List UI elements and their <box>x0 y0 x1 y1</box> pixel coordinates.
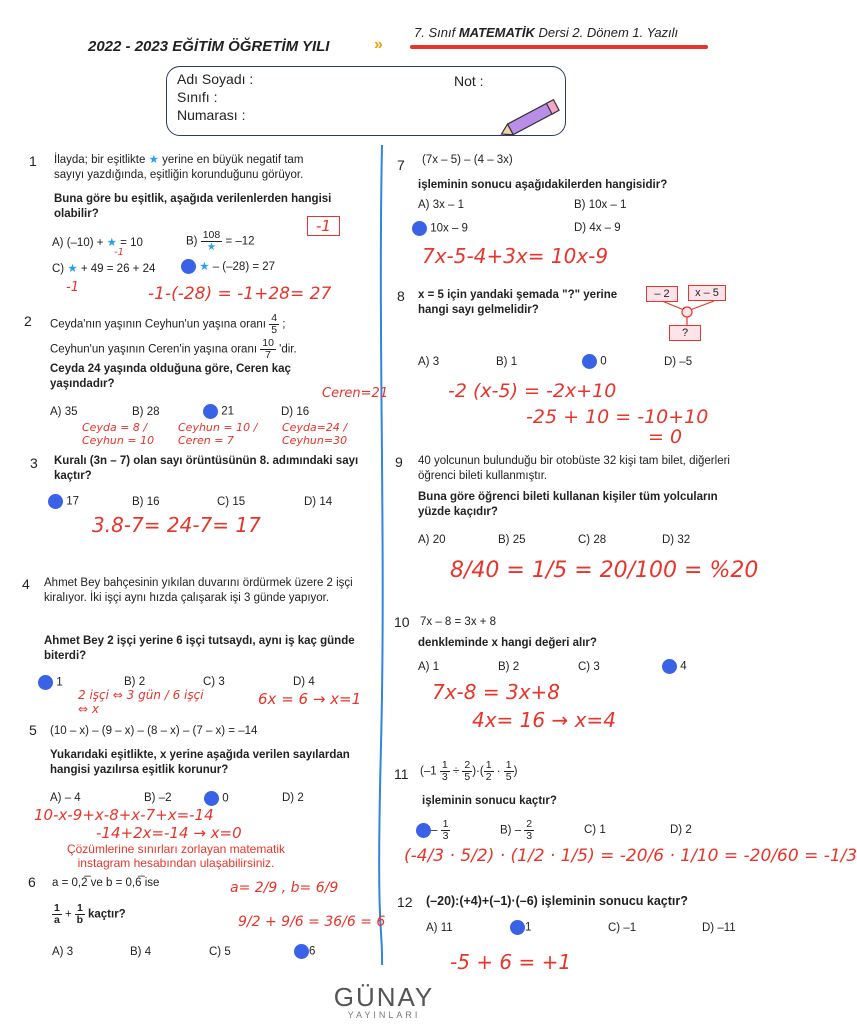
q2-option-a[interactable]: A) 35 <box>50 406 78 418</box>
q1-question: Buna göre bu eşitlik, aşağıda verilenlerden hangisi olabilir? <box>54 193 332 220</box>
q7-equation: (7x – 5) – (4 – 3x) <box>422 154 513 166</box>
question-number: 10 <box>394 614 410 630</box>
column-divider <box>375 145 389 965</box>
q2-option-d[interactable]: D) 16 <box>281 406 310 418</box>
q8-option-c[interactable]: 0 <box>582 354 607 369</box>
answer-mark <box>181 259 196 274</box>
q7-option-c[interactable]: 10x – 9 <box>412 221 468 236</box>
q1-option-d[interactable]: ★ – (–28) = 27 <box>181 259 275 274</box>
handwritten-work: Ceyda = 8 / Ceyhun = 10 <box>82 421 155 447</box>
answer-mark <box>48 494 63 509</box>
handwritten-work: -14+2x=-14 → x=0 <box>96 824 242 842</box>
q11-option-d[interactable]: D) 2 <box>670 824 692 836</box>
handwritten-work: Ceyda=24 / Ceyhun=30 <box>282 421 348 447</box>
question-number: 6 <box>28 874 36 890</box>
handwritten-note: -1 <box>66 280 79 295</box>
handwritten-work: 10-x-9+x-8+x-7+x=-14 <box>34 806 214 824</box>
q7-option-a[interactable]: A) 3x – 1 <box>418 199 465 211</box>
q5-option-d[interactable]: D) 2 <box>282 792 304 804</box>
handwritten-work: -25 + 10 = -10+10 <box>526 406 709 428</box>
q6-option-b[interactable]: B) 4 <box>130 946 152 958</box>
answer-mark <box>38 675 53 690</box>
q6-text: a = 0,2̅ ve b = 0,6̅ ise <box>52 877 160 889</box>
handwritten-work: -5 + 6 = +1 <box>450 950 572 974</box>
q5-option-a[interactable]: A) – 4 <box>50 792 81 804</box>
handwritten-work: 3.8-7= 24-7= 17 <box>92 513 261 537</box>
q3-question: Kuralı (3n – 7) olan sayı örüntüsünün 8. adımındaki sayı kaçtır? <box>54 455 359 482</box>
q2-option-c[interactable]: 21 <box>203 404 234 419</box>
question-number: 1 <box>29 153 37 169</box>
q10-option-b[interactable]: B) 2 <box>498 661 520 673</box>
q10-option-c[interactable]: C) 3 <box>578 661 600 673</box>
question-number: 2 <box>24 313 32 329</box>
handwritten-work: (-4/3 · 5/2) · (1/2 · 1/5) = -20/6 · 1/10 = -20/60 = -1/3 <box>404 846 857 866</box>
q9-text: 40 yolcunun bulunduğu bir otobüste 32 kişi tam bilet, diğerleri öğrenci bileti kullanmıştır. <box>418 455 730 482</box>
scheme-lines <box>656 298 720 326</box>
question-number: 5 <box>29 722 37 738</box>
q10-equation: 7x – 8 = 3x + 8 <box>420 616 497 628</box>
q7-option-b[interactable]: B) 10x – 1 <box>574 199 627 211</box>
question-number: 7 <box>397 157 405 173</box>
handwritten-work: 6x = 6 → x=1 <box>258 690 362 708</box>
question-number: 9 <box>395 454 403 470</box>
q10-option-d[interactable]: 4 <box>662 659 687 674</box>
handwritten-work: 4x= 16 → x=4 <box>472 708 616 732</box>
question-number: 11 <box>394 766 409 782</box>
handwritten-work: Ceyhun = 10 / Ceren = 7 <box>178 421 258 447</box>
scheme-box-result: ? <box>669 325 701 341</box>
q1-option-a[interactable]: A) (–10) + ★ = 10 <box>52 237 143 249</box>
handwritten-work: a= 2/9 , b= 6/9 <box>230 880 339 896</box>
q1-option-b[interactable]: B) $\frac{108}{★}$ = –12 <box>186 229 255 253</box>
q4-question: Ahmet Bey 2 işçi yerine 6 işçi tutsaydı, aynı iş kaç günde biterdi? <box>44 635 355 662</box>
answer-mark <box>662 659 677 674</box>
q11-option-b[interactable]: B) – $\frac{2}{3}$ <box>500 818 533 842</box>
pencil-icon <box>496 100 568 138</box>
handwritten-work: -2 (x-5) = -2x+10 <box>448 380 617 402</box>
handwritten-work: 2 işçi ⇔ 3 gün / 6 işçi ⇔ x <box>78 688 204 716</box>
publisher-logo: GÜNAY <box>333 982 435 1012</box>
q3-option-b[interactable]: B) 16 <box>132 496 160 508</box>
answer-mark <box>294 944 309 959</box>
handwritten-work: 7x-8 = 3x+8 <box>432 680 561 704</box>
q9-question: Buna göre öğrenci bileti kullanan kişiler tüm yolcuların yüzde kaçıdır? <box>418 491 718 518</box>
q9-option-a[interactable]: A) 20 <box>418 534 446 546</box>
question-number: 8 <box>397 288 405 304</box>
q4-option-c[interactable]: C) 3 <box>203 676 225 688</box>
q5-option-b[interactable]: B) –2 <box>144 792 172 804</box>
question-number: 12 <box>397 894 413 910</box>
answer-mark <box>510 920 525 935</box>
q2-question: Ceyda 24 yaşında olduğuna göre, Ceren kaç yaşındadır? <box>50 363 291 390</box>
q5-question: Yukarıdaki eşitlikte, x yerine aşağıda verilen sayılardan hangisi yazılırsa eşitlik korunur? <box>50 749 350 776</box>
q8-question: x = 5 için yandaki şemada "?" yerine hangi sayı gelmelidir? <box>418 289 618 316</box>
q12-option-a[interactable]: A) 11 <box>426 922 453 934</box>
handwritten-box: -1 <box>307 216 340 236</box>
q2-line1: Ceyda'nın yaşının Ceyhun'un yaşına oranı $\frac{4}{5}$ ; <box>50 312 286 336</box>
q12-option-d[interactable]: D) –11 <box>702 922 736 934</box>
q6-option-d[interactable]: 6 <box>294 944 315 959</box>
q3-option-a[interactable]: 17 <box>48 494 79 509</box>
q11-option-a[interactable]: – $\frac{1}{3}$ <box>416 819 450 842</box>
publisher-subtitle: YAYINLARI <box>347 1010 421 1020</box>
q8-option-d[interactable]: D) –5 <box>664 356 693 368</box>
q12-option-b[interactable]: 1 <box>510 920 531 935</box>
handwritten-note: -1 <box>114 247 124 258</box>
q12-option-c[interactable]: C) –1 <box>608 922 637 934</box>
answer-mark <box>416 823 431 838</box>
question-number: 3 <box>30 455 38 471</box>
q4-option-d[interactable]: D) 4 <box>293 676 315 688</box>
q10-option-a[interactable]: A) 1 <box>418 661 440 673</box>
q9-option-c[interactable]: C) 28 <box>578 534 607 546</box>
handwritten-work: = 0 <box>648 426 683 448</box>
star-icon: ★ <box>148 154 159 166</box>
star-icon: ★ <box>199 261 210 273</box>
star-icon: ★ <box>67 263 78 275</box>
q2-option-b[interactable]: B) 28 <box>132 406 160 418</box>
q5-equation: (10 – x) – (9 – x) – (8 – x) – (7 – x) = –14 <box>50 725 258 737</box>
name-label: Adı Soyadı : <box>177 71 254 87</box>
answer-mark <box>203 404 218 419</box>
handwritten-note: Ceren=21 <box>322 386 389 401</box>
answer-mark <box>412 221 427 236</box>
scheme-multiply: · <box>682 303 686 314</box>
question-number: 4 <box>22 576 30 592</box>
handwritten-work: -1-(-28) = -1+28= 27 <box>148 284 332 304</box>
q8-option-b[interactable]: B) 1 <box>496 356 518 368</box>
q3-option-c[interactable]: C) 15 <box>217 496 246 508</box>
header-underline <box>410 45 708 49</box>
exam-title: 7. Sınıf MATEMATİK Dersi 2. Dönem 1. Yazılı <box>414 25 679 40</box>
answer-mark <box>204 791 219 806</box>
q11-expression: (–1 $\frac{1}{3}$ ÷ $\frac{2}{5}$ )·( $\frac{1}{2}$ · $\frac{1}{5}$ ) <box>420 759 518 783</box>
chevron-right-icon: » <box>374 36 383 53</box>
q12-question: (–20):(+4)+(–1)·(–6) işleminin sonucu kaçtır? <box>426 894 688 908</box>
answer-mark <box>582 354 597 369</box>
q1-option-c[interactable]: C) ★ + 49 = 26 + 24 <box>52 263 156 275</box>
q10-question: denkleminde x hangi değeri alır? <box>418 637 597 649</box>
q6-option-c[interactable]: C) 5 <box>209 946 231 958</box>
handwritten-work: 7x-5-4+3x= 10x-9 <box>422 244 609 268</box>
q7-question: işleminin sonucu aşağıdakilerden hangisidir? <box>418 179 668 191</box>
q1-text: İlayda; bir eşitlikte ★ yerine en büyük negatif tam sayıyı yazdığında, eşitliğin korunduğunu görüyor. <box>54 154 304 181</box>
q9-option-d[interactable]: D) 32 <box>662 534 691 546</box>
q11-question: işleminin sonucu kaçtır? <box>422 795 557 807</box>
q2-line2: Ceyhun'un yaşının Ceren'in yaşına oranı $\frac{10}{7}$ 'dir. <box>50 337 297 361</box>
q9-option-b[interactable]: B) 25 <box>498 534 526 546</box>
q4-text: Ahmet Bey bahçesinin yıkılan duvarını ördürmek üzere 2 işçi kiralıyor. İki işçi aynı hızda çalışarak işi 3 günde yapıyor. <box>44 577 353 604</box>
scheme-box-right: x – 5 <box>688 285 726 301</box>
handwritten-work: 8/40 = 1/5 = 20/100 = %20 <box>450 558 759 583</box>
class-label: Sınıfı : <box>177 89 218 105</box>
instagram-promo: Çözümlerine sınırları zorlayan matematik instagram hesabından ulaşabilirsiniz. <box>66 842 286 870</box>
q6-option-a[interactable]: A) 3 <box>52 946 74 958</box>
q6-expression: $\frac{1}{a}$ + $\frac{1}{b}$ kaçtır? <box>54 902 126 926</box>
q5-option-c[interactable]: 0 <box>204 791 229 806</box>
q7-option-d[interactable]: D) 4x – 9 <box>574 222 621 234</box>
q4-option-b[interactable]: B) 2 <box>124 676 146 688</box>
q11-option-c[interactable]: C) 1 <box>584 824 606 836</box>
q3-option-d[interactable]: D) 14 <box>304 496 333 508</box>
scheme-box-left: – 2 <box>646 286 678 302</box>
grade-label: Not : <box>454 73 484 89</box>
number-label: Numarası : <box>177 107 246 123</box>
handwritten-work: 9/2 + 9/6 = 36/6 = 6 <box>238 914 386 930</box>
star-icon: ★ <box>106 237 117 249</box>
q4-option-a[interactable]: 1 <box>38 675 63 690</box>
year-title: 2022 - 2023 EĞİTİM ÖĞRETİM YILI <box>88 38 330 55</box>
q8-option-a[interactable]: A) 3 <box>418 356 440 368</box>
